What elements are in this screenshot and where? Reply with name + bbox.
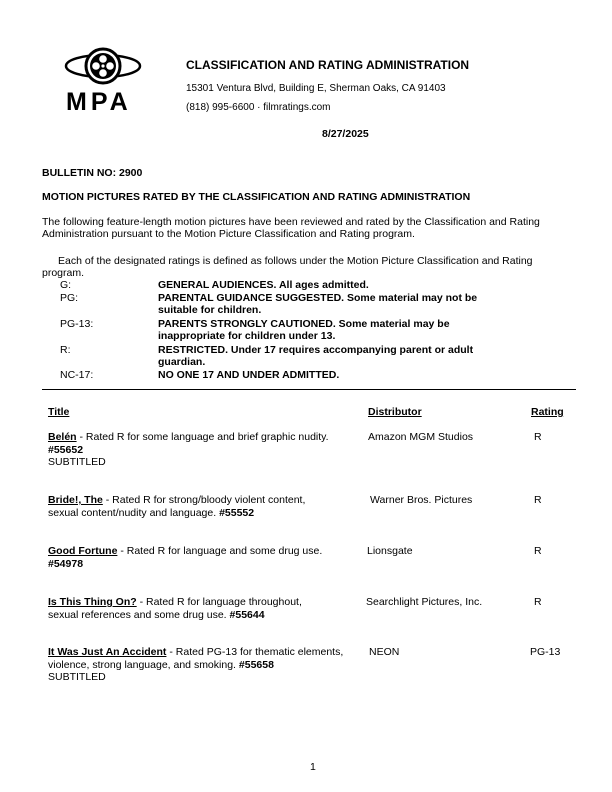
bulletin-number: BULLETIN NO: 2900 bbox=[42, 167, 143, 179]
film-number: #55658 bbox=[238, 658, 274, 671]
film-reason: - Rated R for language and some drug use. bbox=[117, 545, 323, 557]
column-header-title: Title bbox=[48, 406, 70, 418]
film-reason: - Rated R for strong/bloody violent content, sexual content/nudity and language. bbox=[48, 494, 306, 519]
org-name: CLASSIFICATION AND RATING ADMINISTRATION bbox=[186, 58, 470, 72]
film-reason: - Rated R for some language and brief graphic nudity. bbox=[76, 431, 329, 443]
rating-code-pg: PG: bbox=[60, 292, 79, 304]
org-contact: (818) 995-6600 · filmratings.com bbox=[186, 102, 331, 113]
film-reason: - Rated PG-13 for thematic elements, violence, strong language, and smoking. bbox=[48, 646, 344, 671]
column-header-rating: Rating bbox=[531, 406, 564, 418]
rating-desc-g: GENERAL AUDIENCES. All ages admitted. bbox=[158, 279, 369, 291]
column-header-distributor: Distributor bbox=[368, 406, 422, 418]
bulletin-heading: MOTION PICTURES RATED BY THE CLASSIFICATION AND RATING ADMINISTRATION bbox=[42, 191, 471, 203]
film-title: Bride!, The bbox=[48, 494, 103, 506]
bulletin-date: 8/27/2025 bbox=[322, 128, 369, 140]
film-distributor: Lionsgate bbox=[367, 545, 413, 557]
divider bbox=[42, 389, 576, 390]
rating-code-pg13: PG-13: bbox=[60, 318, 94, 330]
rating-code-g: G: bbox=[60, 279, 72, 291]
film-rating: PG-13 bbox=[530, 646, 561, 658]
mpa-logo-icon bbox=[64, 46, 142, 86]
film-title: Belén bbox=[48, 431, 77, 443]
film-rating: R bbox=[534, 431, 542, 443]
film-entry bbox=[48, 596, 333, 621]
film-rating: R bbox=[534, 596, 542, 608]
film-entry bbox=[48, 494, 338, 519]
film-number: #55552 bbox=[219, 506, 255, 519]
film-rating: R bbox=[534, 494, 542, 506]
intro-paragraph: The following feature-length motion pictures have been reviewed and rated by the Classification and Rating Administration pursuant to the Motion Picture Classification and Rating program. bbox=[42, 216, 540, 240]
film-rating: R bbox=[534, 545, 542, 557]
film-entry bbox=[48, 431, 353, 469]
rating-desc-r: RESTRICTED. Under 17 requires accompanying parent or adult guardian. bbox=[158, 344, 474, 368]
film-entry bbox=[48, 646, 348, 684]
mpa-logo-text: MPA bbox=[66, 88, 132, 116]
rating-desc-pg13: PARENTS STRONGLY CAUTIONED. Some material may be inappropriate for children under 13. bbox=[158, 318, 450, 342]
film-note: SUBTITLED bbox=[48, 456, 106, 468]
film-title: It Was Just An Accident bbox=[48, 646, 167, 658]
film-entry bbox=[48, 545, 368, 570]
film-title: Is This Thing On? bbox=[48, 596, 137, 608]
film-number: #55652 bbox=[48, 443, 84, 456]
film-distributor: Amazon MGM Studios bbox=[368, 431, 474, 443]
rating-code-r: R: bbox=[60, 344, 71, 356]
film-number: #55644 bbox=[229, 608, 265, 621]
rating-desc-nc17: NO ONE 17 AND UNDER ADMITTED. bbox=[158, 369, 340, 381]
page-number: 1 bbox=[310, 761, 316, 773]
rating-code-nc17: NC-17: bbox=[60, 369, 94, 381]
film-note: SUBTITLED bbox=[48, 671, 106, 683]
film-title: Good Fortune bbox=[48, 545, 118, 557]
film-distributor: Searchlight Pictures, Inc. bbox=[366, 596, 483, 608]
ratings-intro: Each of the designated ratings is defined as follows under the Motion Picture Classification and Rating program. bbox=[42, 255, 533, 279]
film-reason: - Rated R for language throughout, sexual references and some drug use. bbox=[48, 596, 302, 621]
film-number: #54978 bbox=[48, 557, 84, 570]
film-distributor: NEON bbox=[369, 646, 400, 658]
rating-desc-pg: PARENTAL GUIDANCE SUGGESTED. Some material may not be suitable for children. bbox=[158, 292, 478, 316]
film-distributor: Warner Bros. Pictures bbox=[370, 494, 473, 506]
org-address: 15301 Ventura Blvd, Building E, Sherman Oaks, CA 91403 bbox=[186, 83, 446, 94]
